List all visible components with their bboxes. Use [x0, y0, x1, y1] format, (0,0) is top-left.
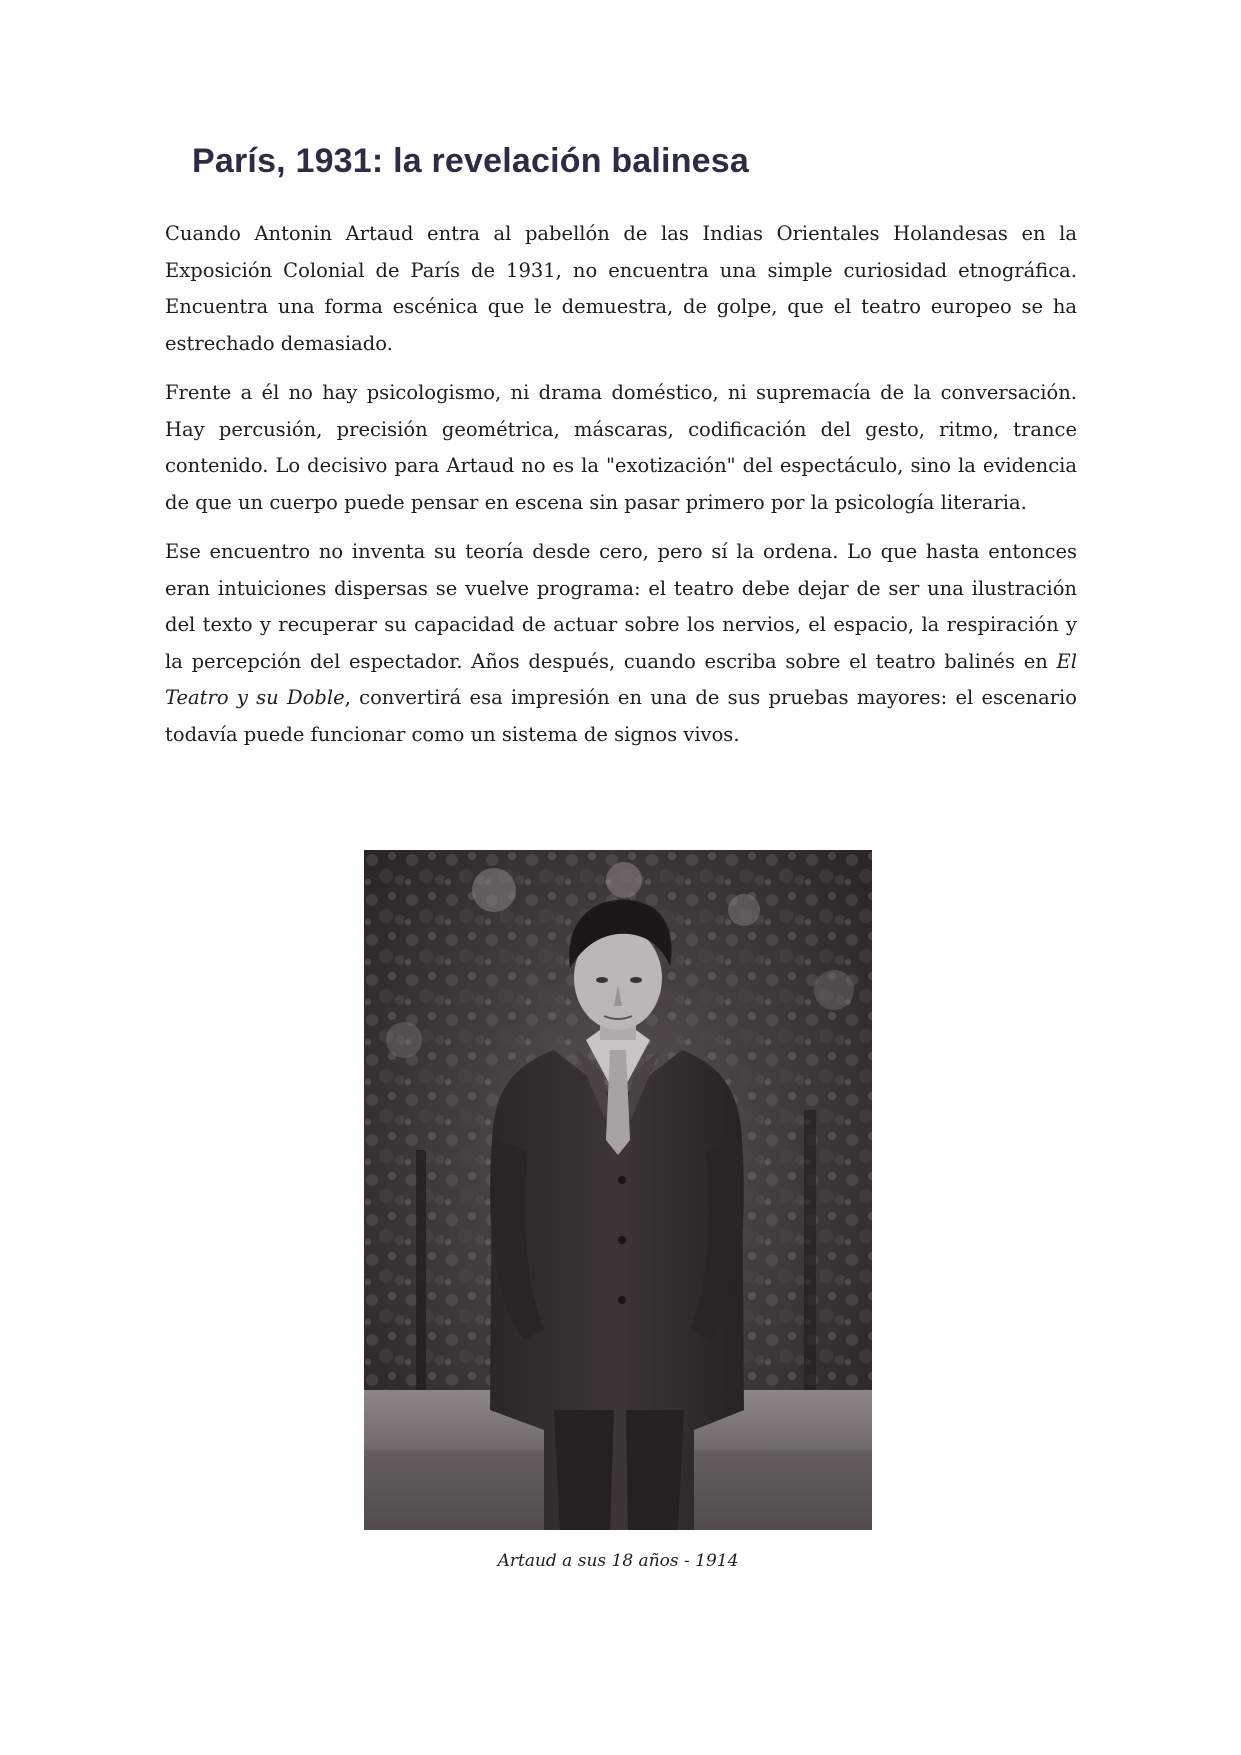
photo-caption: Artaud a sus 18 años - 1914 — [497, 1551, 739, 1571]
paragraph-3 — [165, 534, 1077, 753]
paragraph-2: Frente a él no hay psicologismo, ni drama doméstico, ni supremacía de la conversación. Hay percusión, precisión geométrica, máscaras, codificación del gesto, ritmo, trance contenido. Lo decisivo para Artaud no es la "exotización" del espectáculo, sino la evidencia de que un cuerpo puede pensar en escena sin pasar primero por la psicología literaria. — [165, 381, 1077, 514]
paragraph-1: Cuando Antonin Artaud entra al pabellón de las Indias Orientales Holandesas en la Exposición Colonial de París de 1931, no encuentra una simple curiosidad etnográfica. Encuentra una forma escénica que le demuestra, de golpe, que el teatro europeo se ha estrechado demasiado. — [165, 222, 1077, 355]
book-title-italic: El Teatro y su Doble — [165, 649, 1077, 709]
page-title: París, 1931: la revelación balinesa — [192, 142, 749, 180]
paragraph-3-text-end: , convertirá esa impresión en una de sus pruebas mayores: el escenario todavía puede funcionar como un sistema de signos vivos. — [165, 686, 1077, 746]
article-body — [165, 216, 1077, 766]
portrait-photo-image — [364, 850, 872, 1530]
paragraph-3-text-start: Ese encuentro no inventa su teoría desde cero, pero sí la ordena. Lo que hasta entonces eran intuiciones dispersas se vuelve programa: el teatro debe dejar de ser una ilustración del texto y recuperar su capacidad de actuar sobre los nervios, el espacio, la respiración y la percepción del espectador. Años después, cuando escriba sobre el teatro balinés en — [165, 540, 1077, 673]
portrait-photo — [364, 850, 872, 1530]
